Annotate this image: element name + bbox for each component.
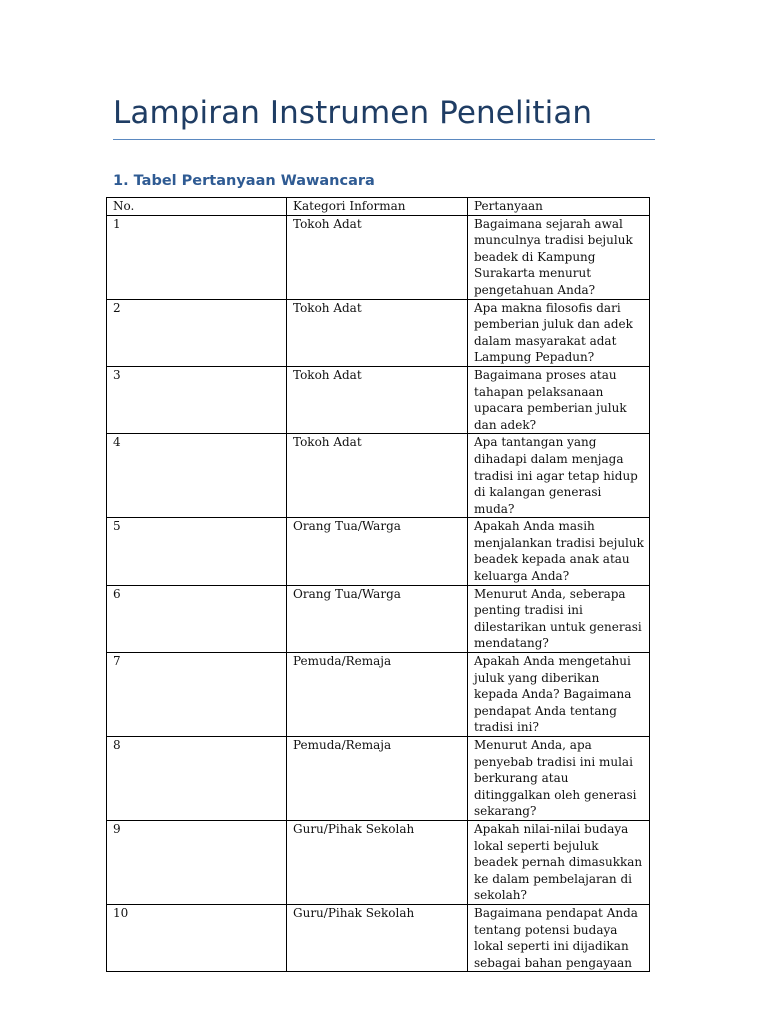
row-question-cell: Apa makna filosofis dari pemberian juluk dan adek dalam masyarakat adat Lampung Pepadun?: [468, 299, 650, 366]
row-question-cell: Bagaimana sejarah awal munculnya tradisi bejuluk beadek di Kampung Surakarta menurut pengetahuan Anda?: [468, 215, 650, 299]
table-row: [107, 585, 650, 652]
row-category-cell: Orang Tua/Warga: [287, 585, 468, 652]
row-category-cell: Tokoh Adat: [287, 299, 468, 366]
row-category-cell: Pemuda/Remaja: [287, 737, 468, 821]
table-row: [107, 904, 650, 971]
row-category-cell: Tokoh Adat: [287, 366, 468, 433]
row-number-cell: 1: [107, 215, 287, 299]
row-number-cell: 2: [107, 299, 287, 366]
row-number-cell: 7: [107, 653, 287, 737]
interview-questions-table: [106, 197, 650, 972]
row-question-cell: Menurut Anda, seberapa penting tradisi ini dilestarikan untuk generasi mendatang?: [468, 585, 650, 652]
row-number-cell: 9: [107, 820, 287, 904]
table-row: [107, 820, 650, 904]
row-number-cell: 3: [107, 366, 287, 433]
row-question-cell: Apa tantangan yang dihadapi dalam menjaga tradisi ini agar tetap hidup di kalangan generasi muda?: [468, 434, 650, 518]
table-row: [107, 737, 650, 821]
header-cell-category: Kategori Informan: [287, 198, 468, 216]
row-category-cell: Orang Tua/Warga: [287, 518, 468, 585]
row-number-cell: 5: [107, 518, 287, 585]
row-number-cell: 4: [107, 434, 287, 518]
row-category-cell: Tokoh Adat: [287, 215, 468, 299]
document-title: Lampiran Instrumen Penelitian: [113, 95, 593, 131]
title-underline-rule: [113, 139, 655, 140]
table-row: [107, 215, 650, 299]
row-category-cell: Pemuda/Remaja: [287, 653, 468, 737]
table-row: [107, 518, 650, 585]
row-question-cell: Menurut Anda, apa penyebab tradisi ini mulai berkurang atau ditinggalkan oleh generasi sekarang?: [468, 737, 650, 821]
row-category-cell: Guru/Pihak Sekolah: [287, 820, 468, 904]
header-cell-number: No.: [107, 198, 287, 216]
row-question-cell: Apakah nilai-nilai budaya lokal seperti bejuluk beadek pernah dimasukkan ke dalam pembelajaran di sekolah?: [468, 820, 650, 904]
table-row: [107, 366, 650, 433]
row-question-cell: Bagaimana proses atau tahapan pelaksanaan upacara pemberian juluk dan adek?: [468, 366, 650, 433]
header-cell-question: Pertanyaan: [468, 198, 650, 216]
row-category-cell: Guru/Pihak Sekolah: [287, 904, 468, 971]
row-number-cell: 10: [107, 904, 287, 971]
table-row: [107, 434, 650, 518]
table-header-row: [107, 198, 650, 216]
row-category-cell: Tokoh Adat: [287, 434, 468, 518]
row-number-cell: 6: [107, 585, 287, 652]
row-question-cell: Bagaimana pendapat Anda tentang potensi budaya lokal seperti ini dijadikan sebagai bahan pengayaan: [468, 904, 650, 971]
table-row: [107, 299, 650, 366]
row-question-cell: Apakah Anda mengetahui juluk yang diberikan kepada Anda? Bagaimana pendapat Anda tentang tradisi ini?: [468, 653, 650, 737]
section-heading: 1. Tabel Pertanyaan Wawancara: [113, 173, 375, 189]
row-number-cell: 8: [107, 737, 287, 821]
row-question-cell: Apakah Anda masih menjalankan tradisi bejuluk beadek kepada anak atau keluarga Anda?: [468, 518, 650, 585]
table-row: [107, 653, 650, 737]
